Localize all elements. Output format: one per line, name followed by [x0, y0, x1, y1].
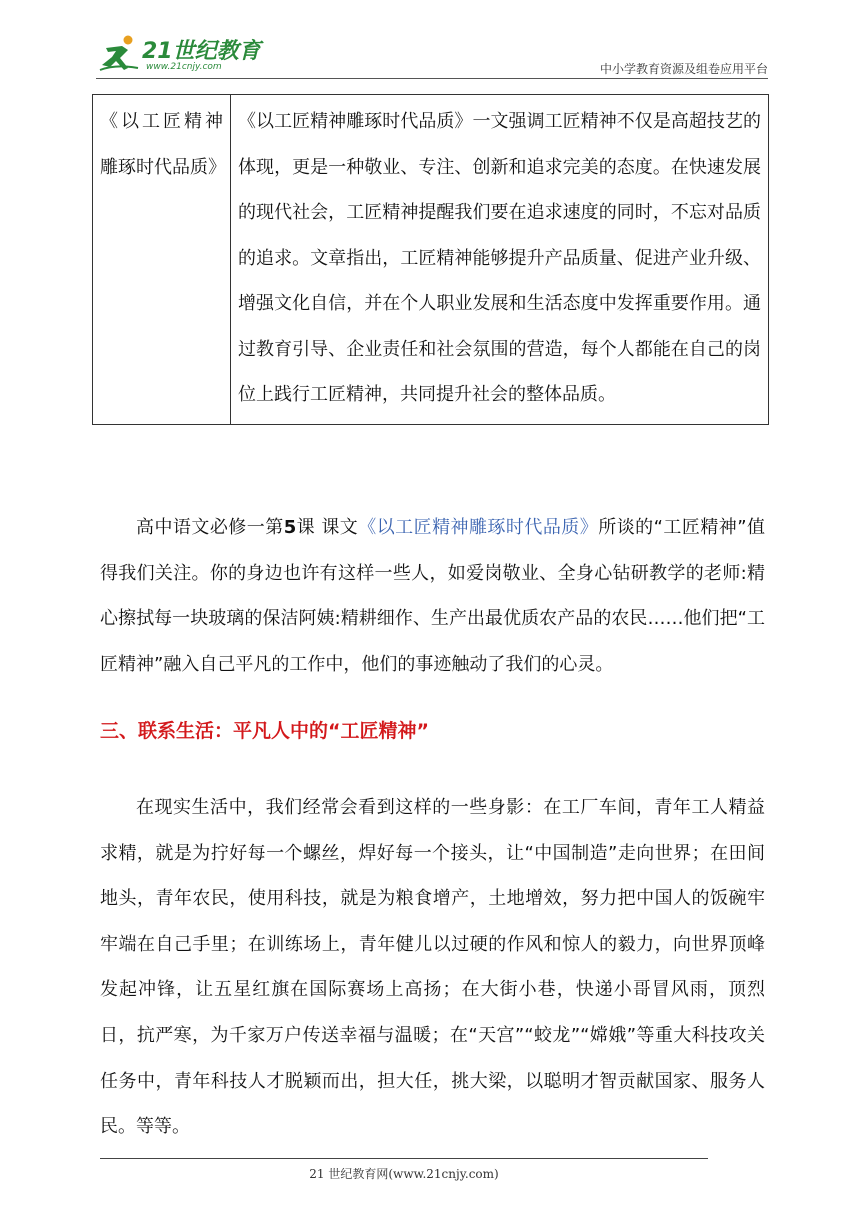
page-header	[96, 30, 768, 80]
running-figure-icon	[98, 34, 140, 74]
article-title-cell: 《以工匠精神雕琢时代品质》	[93, 95, 231, 425]
logo-brand-text: 21世纪教育	[142, 39, 261, 64]
section-heading: 三、联系生活：平凡人中的“工匠精神”	[100, 720, 429, 742]
logo-url-text: www.21cnjy.com	[146, 62, 222, 72]
intro-paragraph	[100, 505, 765, 687]
lesson-number: 5	[283, 517, 297, 538]
article-summary-cell: 《以工匠精神雕琢时代品质》一文强调工匠精神不仅是高超技艺的体现，更是一种敬业、专注、创新和追求完美的态度。在快速发展的现代社会，工匠精神提醒我们要在追求速度的同时，不忘对品质的追求。文章指出，工匠精神能够提升产品质量、促进产业升级、增强文化自信，并在个人职业发展和生活态度中发挥重要作用。通过教育引导、企业责任和社会氛围的营造，每个人都能在自己的岗位上践行工匠精神，共同提升社会的整体品质。	[231, 95, 769, 425]
footer-text: 21 世纪教育网(www.21cnjy.com)	[309, 1167, 499, 1181]
header-rule	[96, 78, 768, 79]
platform-name: 中小学教育资源及组卷应用平台	[599, 62, 768, 76]
footer-rule	[100, 1158, 708, 1159]
intro-text-2: 课 课文	[296, 517, 359, 538]
table-row	[93, 95, 769, 425]
intro-text-1: 高中语文必修一第	[136, 517, 284, 538]
text-summary-table	[92, 94, 769, 425]
article-link[interactable]: 《以工匠精神雕琢时代品质》	[358, 517, 599, 538]
page-footer	[100, 1158, 708, 1182]
body-paragraph: 在现实生活中，我们经常会看到这样的一些身影：在工厂车间，青年工人精益求精，就是为拧好每一个螺丝，焊好每一个接头，让“中国制造”走向世界；在田间地头，青年农民，使用科技，就是为粮食增产，土地增效，努力把中国人的饭碗牢牢端在自己手里；在训练场上，青年健儿以过硬的作风和惊人的毅力，向世界顶峰发起冲锋，让五星红旗在国际赛场上高扬；在大街小巷，快递小哥冒风雨，顶烈日，抗严寒，为千家万户传送幸福与温暖；在“天宫”“蛟龙”“嫦娥”等重大科技攻关任务中，青年科技人才脱颖而出，担大任，挑大梁，以聪明才智贡献国家、服务人民。等等。	[100, 797, 765, 1138]
intro-text-3: 所谈的“工匠精神”值得我们关注。你的身边也许有这样一些人，如爱岗敬业、全身心钻研教学的老师:精心擦拭每一块玻璃的保洁阿姨:精耕细作、生产出最优质农产品的农民……他们把“工匠精神”融入自己平凡的工作中，他们的事迹触动了我们的心灵。	[100, 517, 766, 675]
site-logo[interactable]	[96, 32, 276, 76]
